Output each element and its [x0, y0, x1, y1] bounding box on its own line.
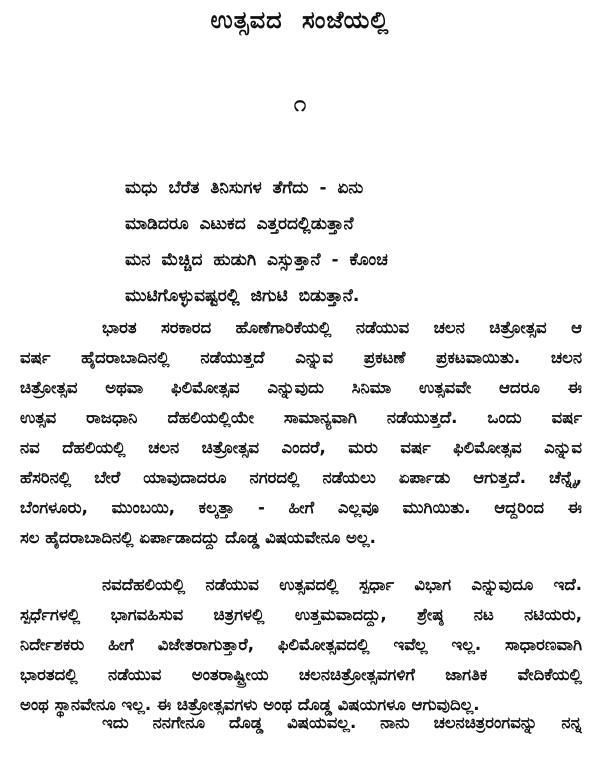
verse-line: ಮುಟಿಗೊಳ್ಳುವಷ್ಟರಲ್ಲಿ ಜಿಗುಟಿ ಬಿಡುತ್ತಾನೆ.	[125, 286, 360, 306]
paragraph-line: ಭಾರತದಲ್ಲಿ ನಡೆಯುವ ಅಂತರಾಷ್ಟ್ರೀಯ ಚಲನಚಿತ್ರೋತ್ಸವಗಳಿಗೆ ಜಾಗತಿಕ ವೇದಿಕೆಯಲ್ಲಿ	[20, 665, 582, 684]
paragraph-line: ಅಂಥ ಸ್ಥಾನವೇನೂ ಇಲ್ಲ. ಈ ಚಿತ್ರೋತ್ಸವಗಳು ಅಂಥ ದೊಡ್ಡ ವಿಷಯಗಳೂ ಆಗುವುದಿಲ್ಲ.	[20, 695, 480, 714]
paragraph-line: ಚಿತ್ರೋತ್ಸವ ಅಥವಾ ಫಿಲಿಮೋತ್ಸವ ಎನ್ನುವುದು ಸಿನಿಮಾ ಉತ್ಸವವೇ ಆದರೂ ಈ	[20, 378, 582, 397]
paragraph-line: ವರ್ಷ ಹೈದರಾಬಾದಿನಲ್ಲಿ ನಡೆಯುತ್ತದೆ ಎನ್ನುವ ಪ್ರಕಟಣೆ ಪ್ರಕಟವಾಯಿತು. ಚಲನ	[20, 348, 582, 367]
paragraph-line: ಇದು ನನಗೇನೂ ದೊಡ್ಡ ವಿಷಯವಲ್ಲ. ನಾನು ಚಲನಚಿತ್ರರಂಗವನ್ನು ನನ್ನ	[102, 713, 582, 732]
page-title: ಉತ್ಸವದ ಸಂಜೆಯಲ್ಲಿ	[210, 6, 390, 34]
paragraph-line: ಉತ್ಸವ ರಾಜಧಾನಿ ದೆಹಲಿಯಲ್ಲಿಯೇ ಸಾಮಾನ್ಯವಾಗಿ ನಡೆಯುತ್ತದೆ. ಒಂದು ವರ್ಷ	[20, 408, 582, 427]
paragraph-line: ಹೆಸರಿನಲ್ಲಿ ಬೇರೆ ಯಾವುದಾದರೂ ನಗರದಲ್ಲಿ ನಡೆಯಲು ಏರ್ಪಾಡು ಆಗುತ್ತದೆ. ಚೆನ್ನೈ,	[20, 468, 582, 487]
paragraph-1	[20, 313, 582, 553]
paragraph-line: ಬೆಂಗಳೂರು, ಮುಂಬಯಿ, ಕಲ್ಕತ್ತಾ - ಹೀಗೆ ಎಲ್ಲವೂ ಮುಗಿಯಿತು. ಆದ್ದರಿಂದ ಈ	[20, 498, 582, 517]
chapter-number: ೧	[293, 92, 307, 117]
verse-line: ಮನ ಮೆಚ್ಚಿದ ಹುಡುಗಿ ಎಸ್ಸುತ್ತಾನೆ - ಕೊಂಚ	[125, 250, 388, 270]
paragraph-2	[20, 570, 582, 720]
verse-line: ಮಧು ಬೆರೆತ ತಿನಿಸುಗಳ ತೆಗೆದು - ಏನು	[125, 178, 364, 198]
paragraph-line: ಸಲ ಹೈದರಾಬಾದಿನಲ್ಲಿ ಏರ್ಪಾಡಾದದ್ದು ದೊಡ್ಡ ವಿಷಯವೇನೂ ಅಲ್ಲ.	[20, 528, 376, 547]
paragraph-3	[20, 708, 582, 738]
paragraph-line: ನವ ದೆಹಲಿಯಲ್ಲಿ ಚಲನ ಚಿತ್ರೋತ್ಸವ ಎಂದರೆ, ಮರು ವರ್ಷ ಫಿಲಿಮೋತ್ಸವ ಎನ್ನುವ	[20, 438, 582, 457]
verse-block	[125, 170, 525, 314]
paragraph-line: ನವದೆಹಲಿಯಲ್ಲಿ ನಡೆಯುವ ಉತ್ಸವದಲ್ಲಿ ಸ್ಪರ್ಧಾ ವಿಭಾಗ ಎನ್ನುವುದೂ ಇದೆ.	[102, 575, 582, 594]
paragraph-line: ನಿರ್ದೇಶಕರು ಹೀಗೆ ವಿಜೇತರಾಗುತ್ತಾರೆ, ಫಿಲಿಮೋತ್ಸವದಲ್ಲಿ ಇವೆಲ್ಲ ಇಲ್ಲ. ಸಾಧಾರಣವಾಗಿ	[20, 635, 582, 654]
verse-line: ಮಾಡಿದರೂ ಎಟುಕದ ಎತ್ತರದಲ್ಲಿಡುತ್ತಾನೆ	[125, 214, 354, 234]
paragraph-line: ಭಾರತ ಸರಕಾರದ ಹೊಣೆಗಾರಿಕೆಯಲ್ಲಿ ನಡೆಯುವ ಚಲನ ಚಿತ್ರೋತ್ಸವ ಆ	[102, 318, 582, 337]
paragraph-line: ಸ್ಪರ್ಧೆಗಳಲ್ಲಿ ಭಾಗವಹಿಸುವ ಚಿತ್ರಗಳಲ್ಲಿ ಉತ್ತಮವಾದದ್ದು, ಶ್ರೇಷ್ಠ ನಟ ನಟಿಯರು,	[20, 605, 582, 624]
